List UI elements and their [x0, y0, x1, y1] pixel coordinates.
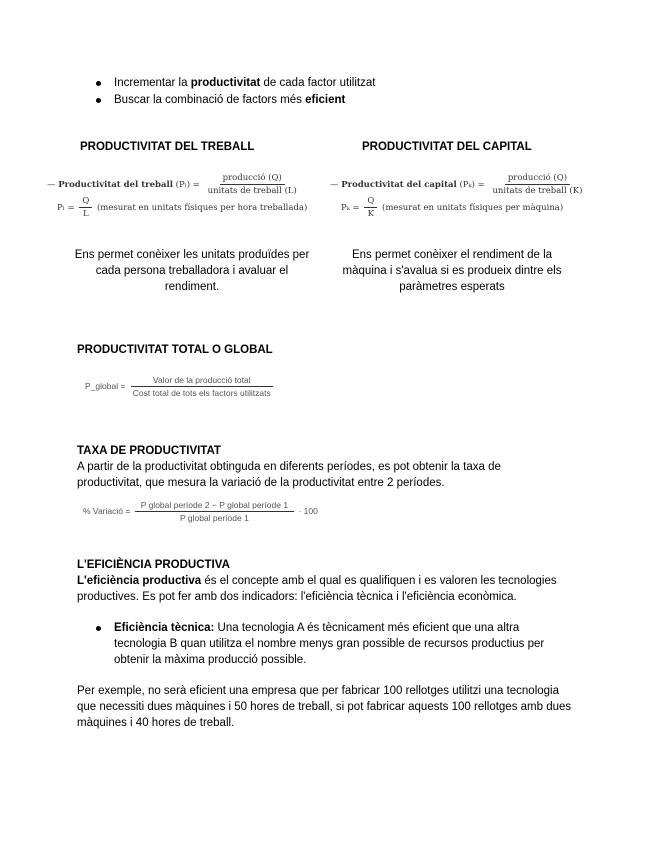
heading-eficiencia-productiva: L'EFICIÈNCIA PRODUCTIVA [77, 559, 230, 571]
heading-productivitat-treball: PRODUCTIVITAT DEL TREBALL [80, 141, 255, 153]
bullet-dot-icon [96, 81, 101, 86]
formula-numerator: Valor de la producció total [131, 375, 273, 387]
formula-dash: — [47, 180, 56, 190]
formula-rhs: · 100 [298, 505, 318, 516]
bullet-dot-icon [96, 626, 101, 631]
formula-label: Productivitat del treball [58, 180, 173, 190]
formula-denominator: P global període 1 [179, 513, 249, 523]
formula-fraction [135, 500, 294, 523]
formula-numerator: Q [79, 196, 92, 208]
eficiencia-intro [77, 573, 577, 605]
formula-lhs: P_global = [85, 380, 126, 391]
desc-treball: Ens permet conèixer les unitats produïdes per cada persona treballadora i avaluar el rendiment. [74, 249, 310, 293]
formula-denominator: K [367, 209, 375, 219]
bullet-text: Buscar la combinació de factors més [114, 94, 306, 106]
formula-taxa [83, 500, 318, 523]
bullet-text: Incrementar la [114, 77, 191, 89]
formula-capital [330, 173, 587, 196]
eficiencia-example: Per exemple, no serà eficient una empresa que per fabricar 100 rellotges utilitzi una tecnologia que necessiti dues màquines i 50 hores de treball, si pot fabricar aquests 100 rellotges amb dues màquines i 40 hores de treball. [77, 685, 572, 729]
formula-global [85, 375, 276, 398]
eficiencia-intro-text: és el concepte amb el qual es qualifiquen i es valoren les tecnologies productives. Es pot fer amb dos indicadors: l'eficiència tècnica i l'eficiència econòmica. [77, 575, 557, 603]
desc-capital: Ens permet conèixer el rendiment de la màquina i s'avalua si es produeix dintre els paràmetres esperats [342, 249, 562, 293]
formula-lhs: Pₖ = [341, 203, 360, 213]
heading-productivitat-capital: PRODUCTIVITAT DEL CAPITAL [362, 141, 532, 153]
bullet-text-end: de cada factor utilitzat [260, 77, 376, 89]
formula-dash: — [330, 180, 339, 190]
formula-symbol: (Pₖ) = [459, 180, 485, 190]
taxa-text: A partir de la productivitat obtinguda en diferents períodes, es pot obtenir la taxa de productivitat, que mesura la variació de la productivitat entre 2 períodes. [77, 461, 501, 489]
bullet-bold-text: productivitat [190, 77, 261, 89]
formula-numerator: Q [364, 196, 377, 208]
formula-denominator: Cost total de tots els factors utilitzats [132, 388, 271, 398]
formula-note: (mesurat en unitats físiques per màquina) [382, 203, 564, 213]
formula-denominator: L [82, 209, 89, 219]
formula-lhs: Pₗ = [57, 203, 75, 213]
formula-fraction [364, 196, 377, 219]
eficiencia-tecnica-text: Una tecnologia A és tècnicament més eficient que una altra tecnologia B quan utilitza el nombre menys gran possible de recursos productius per obtenir la màxima producció possible. [114, 622, 545, 666]
heading-taxa-productivitat: TAXA DE PRODUCTIVITAT [77, 445, 221, 457]
top-bullet-list [96, 75, 375, 109]
formula-treball [47, 173, 302, 196]
formula-fraction [79, 196, 92, 219]
formula-numerator: producció (Q) [220, 173, 285, 185]
eficiencia-tecnica-bullet [96, 620, 566, 668]
formula-numerator: P global període 2 − P global període 1 [135, 500, 294, 512]
bullet-item [96, 75, 375, 92]
bullet-dot-icon [96, 98, 101, 103]
formula-numerator: producció (Q) [505, 173, 570, 185]
formula-fraction [130, 375, 274, 398]
formula-denominator: unitats de treball (L) [207, 186, 297, 196]
formula-symbol: (Pₗ) = [175, 180, 200, 190]
heading-productivitat-global: PRODUCTIVITAT TOTAL O GLOBAL [77, 344, 273, 356]
formula-lhs: % Variació = [83, 505, 131, 516]
formula-treball-2 [57, 196, 307, 219]
bullet-item [96, 92, 375, 109]
formula-fraction [489, 173, 585, 196]
eficiencia-tecnica-label: Eficiència tècnica: [114, 622, 215, 634]
formula-note: (mesurat en unitats físiques per hora treballada) [96, 203, 308, 213]
formula-denominator: unitats de treball (K) [492, 186, 583, 196]
eficiencia-intro-bold: L'eficiència productiva [77, 575, 202, 587]
formula-capital-2 [341, 196, 563, 219]
formula-label: Productivitat del capital [341, 180, 457, 190]
formula-fraction [205, 173, 300, 196]
bullet-bold-text: eficient [305, 94, 346, 106]
